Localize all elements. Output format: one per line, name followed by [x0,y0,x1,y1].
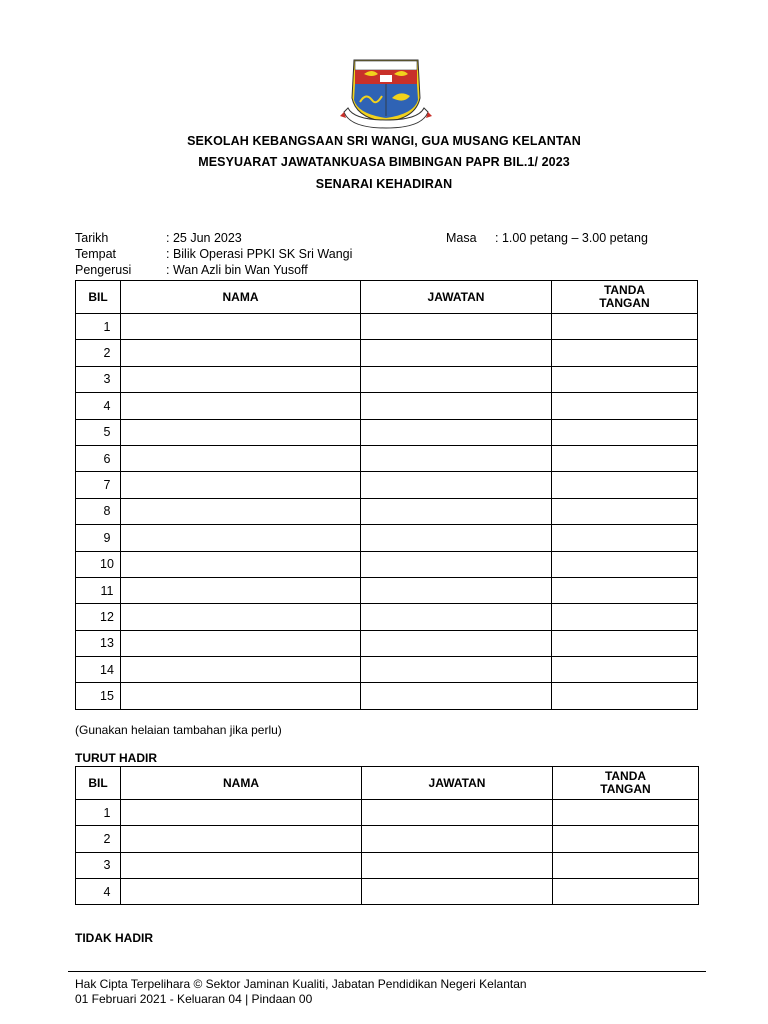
table-row [76,525,698,551]
cell-bil: 14 [76,657,121,683]
cell-jawatan [361,657,552,683]
cell-bil: 10 [76,551,121,577]
tempat-value: : Bilik Operasi PPKI SK Sri Wangi [166,247,353,261]
cell-jawatan [361,498,552,524]
cell-nama [121,366,361,392]
cell-bil: 3 [76,366,121,392]
pengerusi-value: : Wan Azli bin Wan Yusoff [166,263,308,277]
header-tanda-line1: TANDA [603,283,646,297]
table-row [76,800,699,826]
school-name-heading: SEKOLAH KEBANGSAAN SRI WANGI, GUA MUSANG KELANTAN [187,134,581,148]
cell-jawatan [362,878,553,904]
masa-label: Masa [446,231,477,245]
cell-tanda-tangan [553,878,699,904]
footer-copyright: Hak Cipta Terpelihara © Sektor Jaminan Kualiti, Jabatan Pendidikan Negeri Kelantan [75,977,527,991]
cell-jawatan [361,577,552,603]
table-row [76,551,698,577]
cell-nama [121,340,361,366]
cell-bil: 4 [76,393,121,419]
table-header-row [76,767,699,800]
cell-tanda-tangan [552,551,698,577]
turut-hadir-table [75,766,699,905]
table-row [76,419,698,445]
tempat-label: Tempat [75,247,116,261]
cell-nama [121,657,361,683]
header-tanda-tangan [553,767,699,800]
cell-tanda-tangan [552,340,698,366]
cell-nama [121,577,361,603]
cell-bil: 15 [76,683,121,709]
attendance-list-heading: SENARAI KEHADIRAN [315,177,453,191]
cell-jawatan [361,419,552,445]
cell-bil: 3 [76,852,121,878]
cell-bil: 8 [76,498,121,524]
cell-nama [121,314,361,340]
cell-tanda-tangan [552,393,698,419]
cell-bil: 4 [76,878,121,904]
table-row [76,498,698,524]
cell-tanda-tangan [552,472,698,498]
attendance-table [75,280,698,710]
cell-nama [121,683,361,709]
table-row [76,445,698,471]
header-jawatan: JAWATAN [361,281,552,314]
table-row [76,604,698,630]
table-row [76,314,698,340]
cell-tanda-tangan [552,630,698,656]
cell-bil: 13 [76,630,121,656]
table-row [76,366,698,392]
cell-jawatan [361,314,552,340]
cell-jawatan [361,525,552,551]
cell-tanda-tangan [552,683,698,709]
tidak-hadir-title: TIDAK HADIR [75,931,153,945]
cell-jawatan [362,800,553,826]
cell-tanda-tangan [552,366,698,392]
turut-hadir-title: TURUT HADIR [75,751,157,765]
cell-nama [121,498,361,524]
table-row [76,472,698,498]
cell-jawatan [361,366,552,392]
footer-divider [68,971,706,972]
cell-tanda-tangan [552,445,698,471]
cell-bil: 12 [76,604,121,630]
cell-jawatan [362,852,553,878]
cell-jawatan [361,630,552,656]
cell-nama [121,525,361,551]
cell-tanda-tangan [552,604,698,630]
cell-bil: 11 [76,577,121,603]
school-crest-logo [340,56,432,132]
tarikh-label: Tarikh [75,231,109,245]
header-jawatan: JAWATAN [362,767,553,800]
header-tanda-line1: TANDA [604,769,647,783]
table-header-row [76,281,698,314]
cell-jawatan [361,472,552,498]
cell-tanda-tangan [552,314,698,340]
pengerusi-label: Pengerusi [75,263,132,277]
cell-bil: 7 [76,472,121,498]
cell-jawatan [361,340,552,366]
cell-nama [121,445,361,471]
cell-tanda-tangan [553,852,699,878]
header-tanda-line2: TANGAN [600,782,651,796]
cell-nama [121,630,361,656]
cell-nama [121,604,361,630]
cell-jawatan [361,445,552,471]
footer-version: 01 Februari 2021 - Keluaran 04 | Pindaan 00 [75,992,313,1006]
cell-jawatan [361,683,552,709]
meeting-title-heading: MESYUARAT JAWATANKUASA BIMBINGAN PAPR BIL.1/ 2023 [198,155,570,169]
cell-nama [121,878,362,904]
cell-bil: 5 [76,419,121,445]
table-row [76,878,699,904]
cell-jawatan [362,826,553,852]
cell-nama [121,393,361,419]
cell-jawatan [361,551,552,577]
cell-bil: 1 [76,800,121,826]
cell-tanda-tangan [552,419,698,445]
cell-bil: 2 [76,826,121,852]
cell-bil: 6 [76,445,121,471]
table-row [76,826,699,852]
extra-sheet-note: (Gunakan helaian tambahan jika perlu) [75,723,282,737]
cell-tanda-tangan [553,826,699,852]
cell-nama [121,852,362,878]
table-row [76,852,699,878]
tarikh-value: : 25 Jun 2023 [166,231,242,245]
table-row [76,577,698,603]
table-row [76,630,698,656]
header-nama: NAMA [121,281,361,314]
header-tanda-line2: TANGAN [599,296,650,310]
cell-jawatan [361,604,552,630]
cell-tanda-tangan [553,800,699,826]
cell-tanda-tangan [552,657,698,683]
cell-bil: 9 [76,525,121,551]
cell-nama [121,419,361,445]
header-bil: BIL [76,281,121,314]
header-bil: BIL [76,767,121,800]
table-row [76,340,698,366]
cell-nama [121,826,362,852]
cell-nama [121,472,361,498]
header-nama: NAMA [121,767,362,800]
masa-value: : 1.00 petang – 3.00 petang [495,231,648,245]
table-row [76,683,698,709]
cell-bil: 1 [76,314,121,340]
cell-nama [121,551,361,577]
table-row [76,393,698,419]
table-row [76,657,698,683]
cell-bil: 2 [76,340,121,366]
header-tanda-tangan [552,281,698,314]
cell-jawatan [361,393,552,419]
cell-tanda-tangan [552,577,698,603]
cell-tanda-tangan [552,525,698,551]
cell-tanda-tangan [552,498,698,524]
cell-nama [121,800,362,826]
